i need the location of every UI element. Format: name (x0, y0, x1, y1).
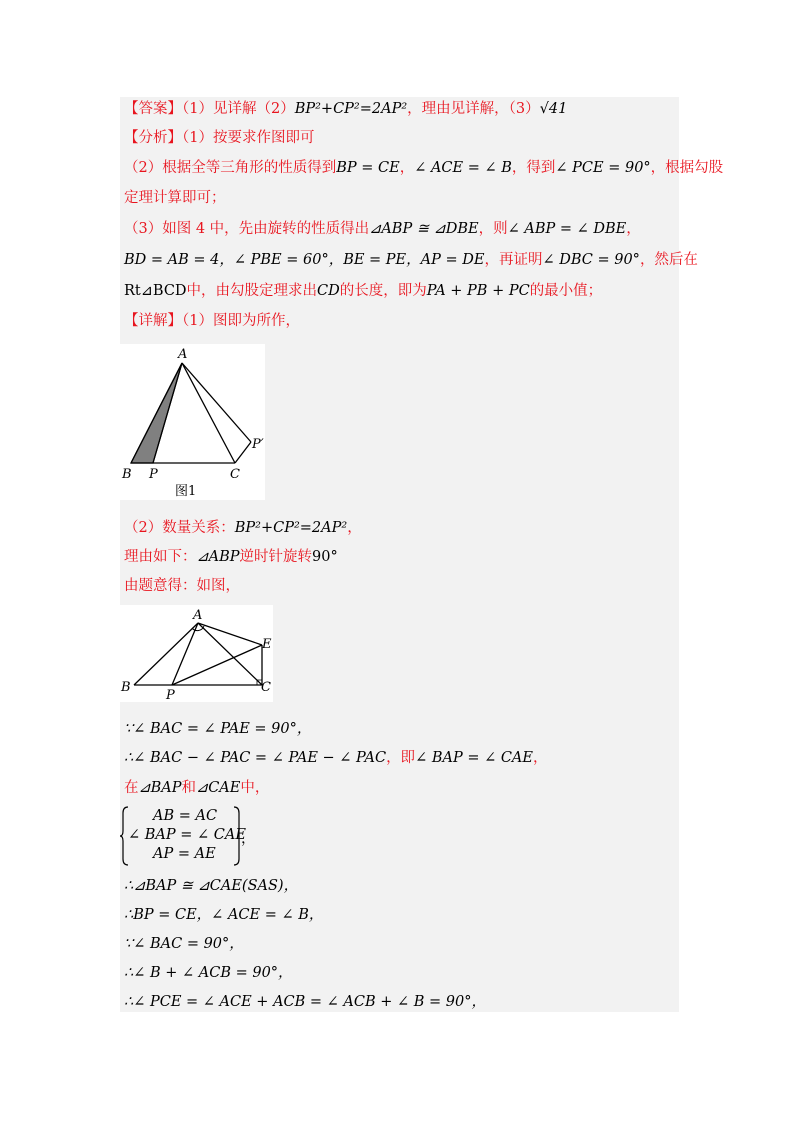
analysis-step3-cont2 (124, 281, 602, 301)
label-A: A (178, 347, 188, 362)
analysis-text: ，然后在 (639, 252, 698, 268)
label-B: B (121, 680, 131, 695)
math-expr: ⊿ABP (196, 549, 240, 565)
proof-text: 和 (181, 780, 197, 796)
proof-line-4 (124, 876, 298, 896)
proof-line-1 (124, 719, 311, 739)
analysis-text: （2）根据全等三角形的性质得到 (124, 160, 337, 176)
analysis-step3-cont1 (124, 250, 698, 270)
math-expr: PA + PB + PC (426, 283, 530, 299)
proof-line-8 (124, 992, 486, 1012)
math-expr: CD (317, 283, 340, 299)
label-C: C (230, 467, 240, 482)
proof-line-6 (124, 934, 244, 954)
analysis-text: 的最小值； (529, 283, 603, 299)
reason-text: 逆时针旋转 (239, 549, 313, 565)
figure-2 (120, 605, 273, 702)
math-expr: ∠ DBC = 90° (542, 252, 640, 268)
given-text: 由题意得：如图， (124, 578, 240, 594)
analysis-text: 中，由勾股定理求出 (186, 283, 318, 299)
label-B: B (122, 467, 132, 482)
analysis-text: 定理计算即可； (124, 190, 226, 206)
label-P-prime: P′ (252, 437, 264, 452)
analysis-step2-line (124, 158, 723, 178)
system-row-3: AP = AE (153, 846, 216, 862)
math-expr: ∴BP = CE，∠ ACE = ∠ B， (124, 907, 324, 923)
math-expr: ∵∠ BAC = 90°， (124, 936, 244, 952)
proof-line-2 (124, 748, 547, 768)
answer-line (124, 99, 567, 119)
equation-system (120, 805, 260, 867)
punct: ， (347, 520, 362, 536)
reason-text: 理由如下： (124, 549, 197, 565)
math-expr: ∠ ABP = ∠ DBE (507, 221, 627, 237)
math-expr: BP = CE (336, 160, 400, 176)
math-expr: ∴∠ B + ∠ ACB = 90°， (124, 965, 293, 981)
math-expr: ⊿BAP (138, 780, 182, 796)
proof-text: ，即 (386, 750, 416, 766)
system-row-1: AB = AC (153, 808, 218, 824)
detail-label: 【详解】（1）图即为所作， (124, 313, 300, 329)
analysis-text: ，则 (478, 221, 508, 237)
analysis-text: 的长度，即为 (339, 283, 427, 299)
label-P: P (166, 688, 175, 702)
given-line (124, 576, 240, 596)
system-row-2: ∠ BAP = ∠ CAE (128, 827, 246, 843)
label-P: P (149, 467, 158, 482)
math-expr: BD = AB = 4，∠ PBE = 60°，BE = PE，AP = DE (124, 252, 485, 268)
proof-line-3 (124, 778, 269, 798)
detail-line (124, 311, 300, 331)
figure-1 (120, 344, 265, 500)
math-expr: ⊿CAE (196, 780, 241, 796)
answer-text: ，理由见详解，（3） (407, 101, 540, 117)
answer-root: √41 (539, 101, 568, 117)
math-expr: ∠ PCE = 90° (555, 160, 651, 176)
analysis-text: ，得到 (511, 160, 556, 176)
analysis-text: ，根据勾股 (650, 160, 724, 176)
proof-line-7 (124, 963, 293, 983)
analysis-text: ， (626, 221, 641, 237)
reason-line (124, 547, 338, 567)
analysis-step3-line (124, 219, 641, 239)
figure-caption: 图1 (175, 484, 197, 499)
proof-text: 在 (124, 780, 139, 796)
math-expr: ∴∠ PCE = ∠ ACE + ACB = ∠ ACB + ∠ B = 90°， (124, 994, 486, 1010)
math-expr: ∴⊿BAP ≅ ⊿CAE(SAS)， (124, 878, 299, 894)
analysis-line (124, 128, 314, 148)
proof-line-5 (124, 905, 323, 925)
math-expr: ∴∠ BAC − ∠ PAC = ∠ PAE − ∠ PAC (124, 750, 387, 766)
math-expr: ∵∠ BAC = ∠ PAE = 90°， (124, 721, 312, 737)
math-expr: ∠ BAP = ∠ CAE (415, 750, 533, 766)
answer-label: 【答案】（1）见详解（2） (124, 101, 295, 117)
answer-formula: BP²+CP²=2AP² (294, 101, 408, 117)
label-E: E (262, 637, 272, 652)
relation-line (124, 518, 362, 538)
relation-label: （2）数量关系： (124, 520, 235, 536)
math-expr: BP²+CP²=2AP² (234, 520, 348, 536)
analysis-text: ， (399, 160, 415, 176)
punct: ， (532, 750, 548, 766)
analysis-text: ，再证明 (484, 252, 543, 268)
label-A: A (193, 608, 203, 623)
system-tail: ， (241, 831, 256, 847)
math-expr: Rt⊿BCD (124, 283, 187, 299)
proof-text: 中， (240, 780, 270, 796)
math-expr: 90° (312, 549, 338, 565)
label-C: C (261, 680, 271, 695)
analysis-step2-cont (124, 188, 226, 208)
math-expr: ∠ ACE = ∠ B (414, 160, 512, 176)
analysis-label: 【分析】（1）按要求作图即可 (124, 130, 315, 146)
analysis-text: （3）如图 4 中，先由旋转的性质得出 (124, 221, 370, 237)
math-expr: ⊿ABP ≅ ⊿DBE (369, 221, 479, 237)
